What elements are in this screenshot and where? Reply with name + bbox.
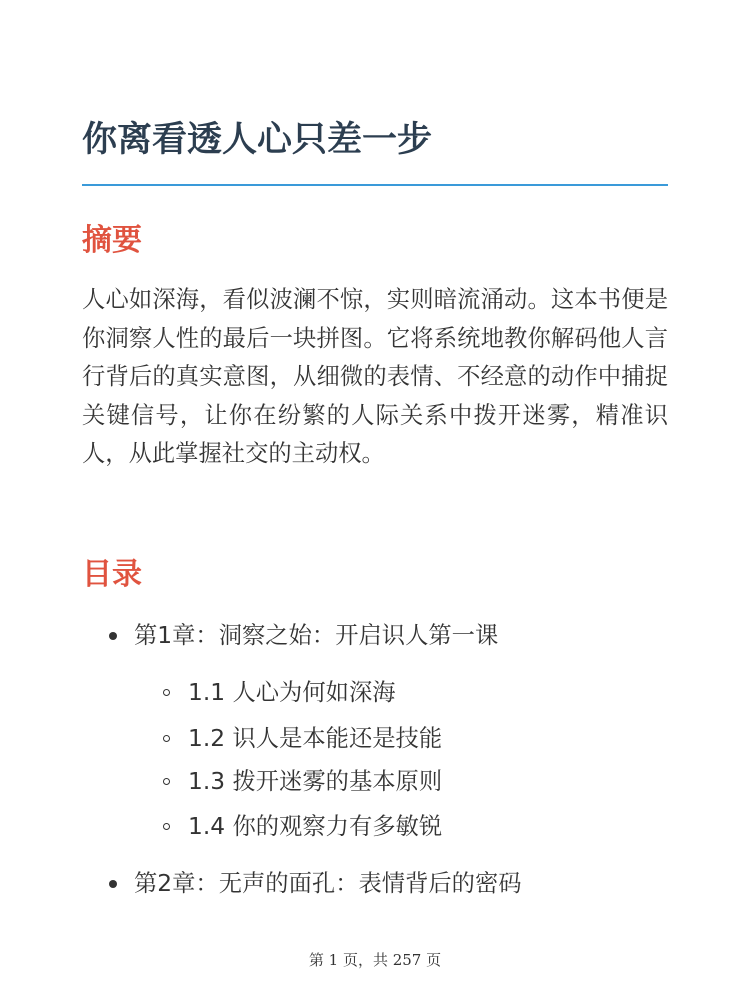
page-footer: 第 1 页，共 257 页	[308, 951, 442, 969]
bullet-circle-icon	[163, 689, 170, 696]
document-title: 你离看透人心只差一步	[82, 120, 433, 160]
bullet-disc-icon	[109, 880, 117, 888]
toc-section-1-4[interactable]: 1.4 你的观察力有多敏锐	[188, 813, 443, 840]
bullet-circle-icon	[163, 735, 170, 742]
bullet-circle-icon	[163, 778, 170, 785]
toc-section-1-1[interactable]: 1.1 人心为何如深海	[188, 679, 396, 706]
document-page	[82, 0, 668, 1000]
bullet-disc-icon	[109, 632, 117, 640]
abstract-text: 人心如深海，看似波澜不惊，实则暗流涌动。这本书便是你洞察人性的最后一块拼图。它将系统地教你解码他人言行背后的真实意图，从细微的表情、不经意的动作中捕捉关键信号，让你在纷繁的人际关系中拨开迷雾，精准识人，从此掌握社交的主动权。	[82, 286, 668, 468]
toc-chapter-2[interactable]: 第2章：无声的面孔：表情背后的密码	[134, 870, 522, 897]
toc-chapter-1[interactable]: 第1章：洞察之始：开启识人第一课	[134, 622, 499, 649]
bullet-circle-icon	[163, 823, 170, 830]
table-of-contents	[82, 0, 668, 1000]
toc-heading: 目录	[82, 557, 142, 592]
abstract-heading: 摘要	[82, 223, 142, 258]
toc-section-1-2[interactable]: 1.2 识人是本能还是技能	[188, 725, 443, 752]
toc-section-1-3[interactable]: 1.3 拨开迷雾的基本原则	[188, 768, 443, 795]
